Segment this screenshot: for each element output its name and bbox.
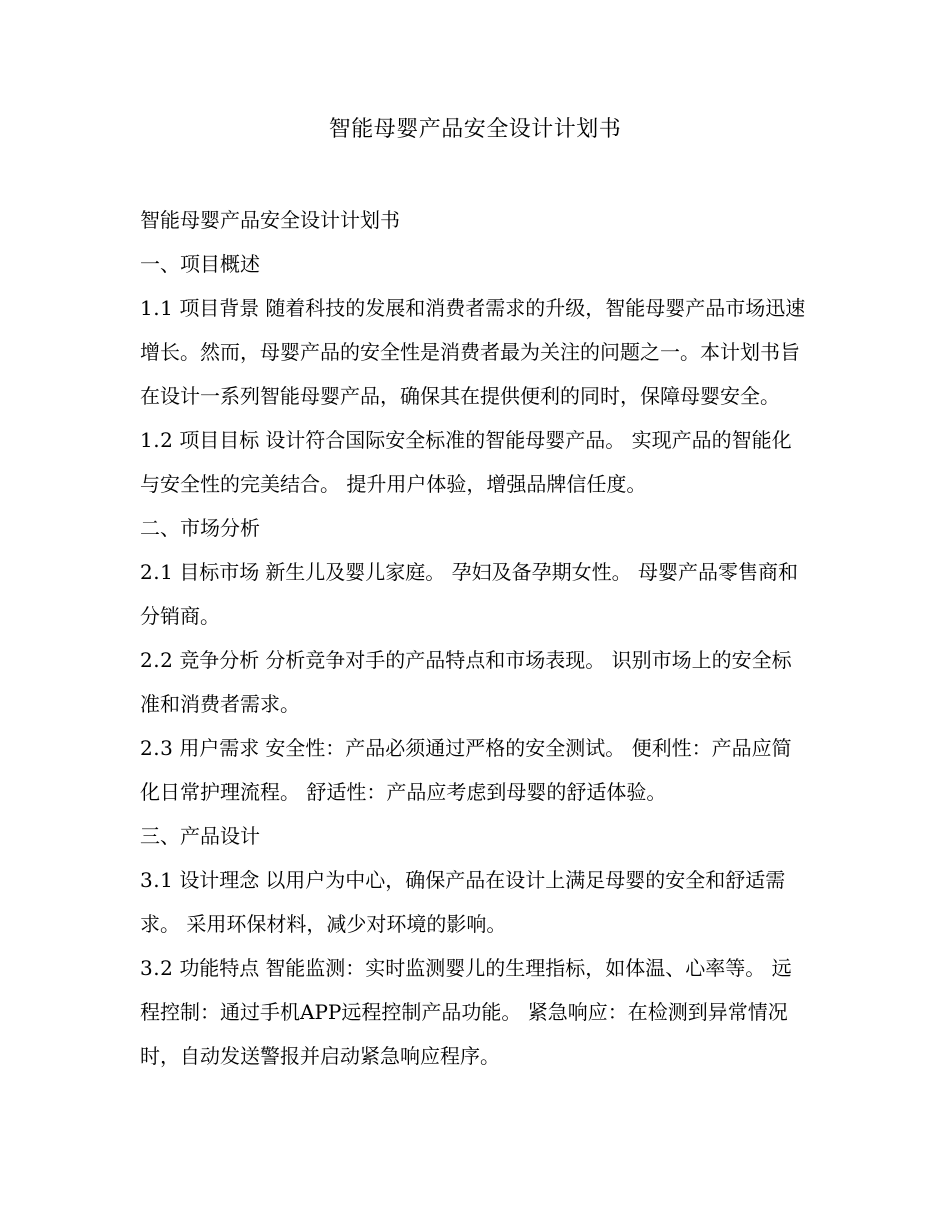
- document-title: 智能母婴产品安全设计计划书: [328, 117, 622, 142]
- paragraph-user-needs: [140, 726, 808, 814]
- document-subtitle: 智能母婴产品安全设计计划书: [140, 208, 400, 232]
- document-body: [140, 198, 808, 1078]
- paragraph-project-goals: [140, 418, 808, 506]
- paragraph-number: 3.1: [140, 868, 174, 892]
- paragraph-number: 1.2: [140, 428, 174, 452]
- section-heading-design: 三、产品设计: [140, 824, 260, 848]
- paragraph-text: 安全性：产品必须通过严格的安全测试。 便利性：产品应简化日常护理流程。 舒适性：产品应考虑到母婴的舒适体验。: [140, 736, 792, 804]
- paragraph-label: 功能特点: [179, 956, 260, 980]
- paragraph-label: 项目目标: [179, 428, 260, 452]
- paragraph-text: 随着科技的发展和消费者需求的升级，智能母婴产品市场迅速增长。然而，母婴产品的安全性是消费者最为关注的问题之一。本计划书旨在设计一系列智能母婴产品，确保其在提供便利的同时，保障母婴安全。: [140, 296, 806, 408]
- paragraph-competition: [140, 638, 808, 726]
- paragraph-target-market: [140, 550, 808, 638]
- section-heading-overview: 一、项目概述: [140, 252, 260, 276]
- paragraph-text: 设计符合国际安全标准的智能母婴产品。 实现产品的智能化与安全性的完美结合。 提升用户体验，增强品牌信任度。: [140, 428, 792, 496]
- paragraph-label: 项目背景: [179, 296, 260, 320]
- paragraph-text: 分析竞争对手的产品特点和市场表现。 识别市场上的安全标准和消费者需求。: [140, 648, 792, 716]
- paragraph-label: 目标市场: [179, 560, 260, 584]
- paragraph-design-concept: [140, 858, 808, 946]
- paragraph-number: 2.1: [140, 560, 174, 584]
- paragraph-project-background: [140, 286, 808, 418]
- paragraph-text: 智能监测：实时监测婴儿的生理指标，如体温、心率等。 远程控制：通过手机APP远程控制产品功能。 紧急响应：在检测到异常情况时，自动发送警报并启动紧急响应程序。: [140, 956, 792, 1068]
- paragraph-features: [140, 946, 808, 1078]
- paragraph-text: 以用户为中心，确保产品在设计上满足母婴的安全和舒适需求。 采用环保材料，减少对环境的影响。: [140, 868, 786, 936]
- section-heading-market: 二、市场分析: [140, 516, 260, 540]
- paragraph-label: 用户需求: [179, 736, 260, 760]
- paragraph-label: 设计理念: [179, 868, 260, 892]
- paragraph-text: 新生儿及婴儿家庭。 孕妇及备孕期女性。 母婴产品零售商和分销商。: [140, 560, 799, 628]
- paragraph-number: 2.2: [140, 648, 174, 672]
- paragraph-number: 3.2: [140, 956, 174, 980]
- paragraph-number: 2.3: [140, 736, 174, 760]
- paragraph-label: 竞争分析: [179, 648, 260, 672]
- paragraph-number: 1.1: [140, 296, 174, 320]
